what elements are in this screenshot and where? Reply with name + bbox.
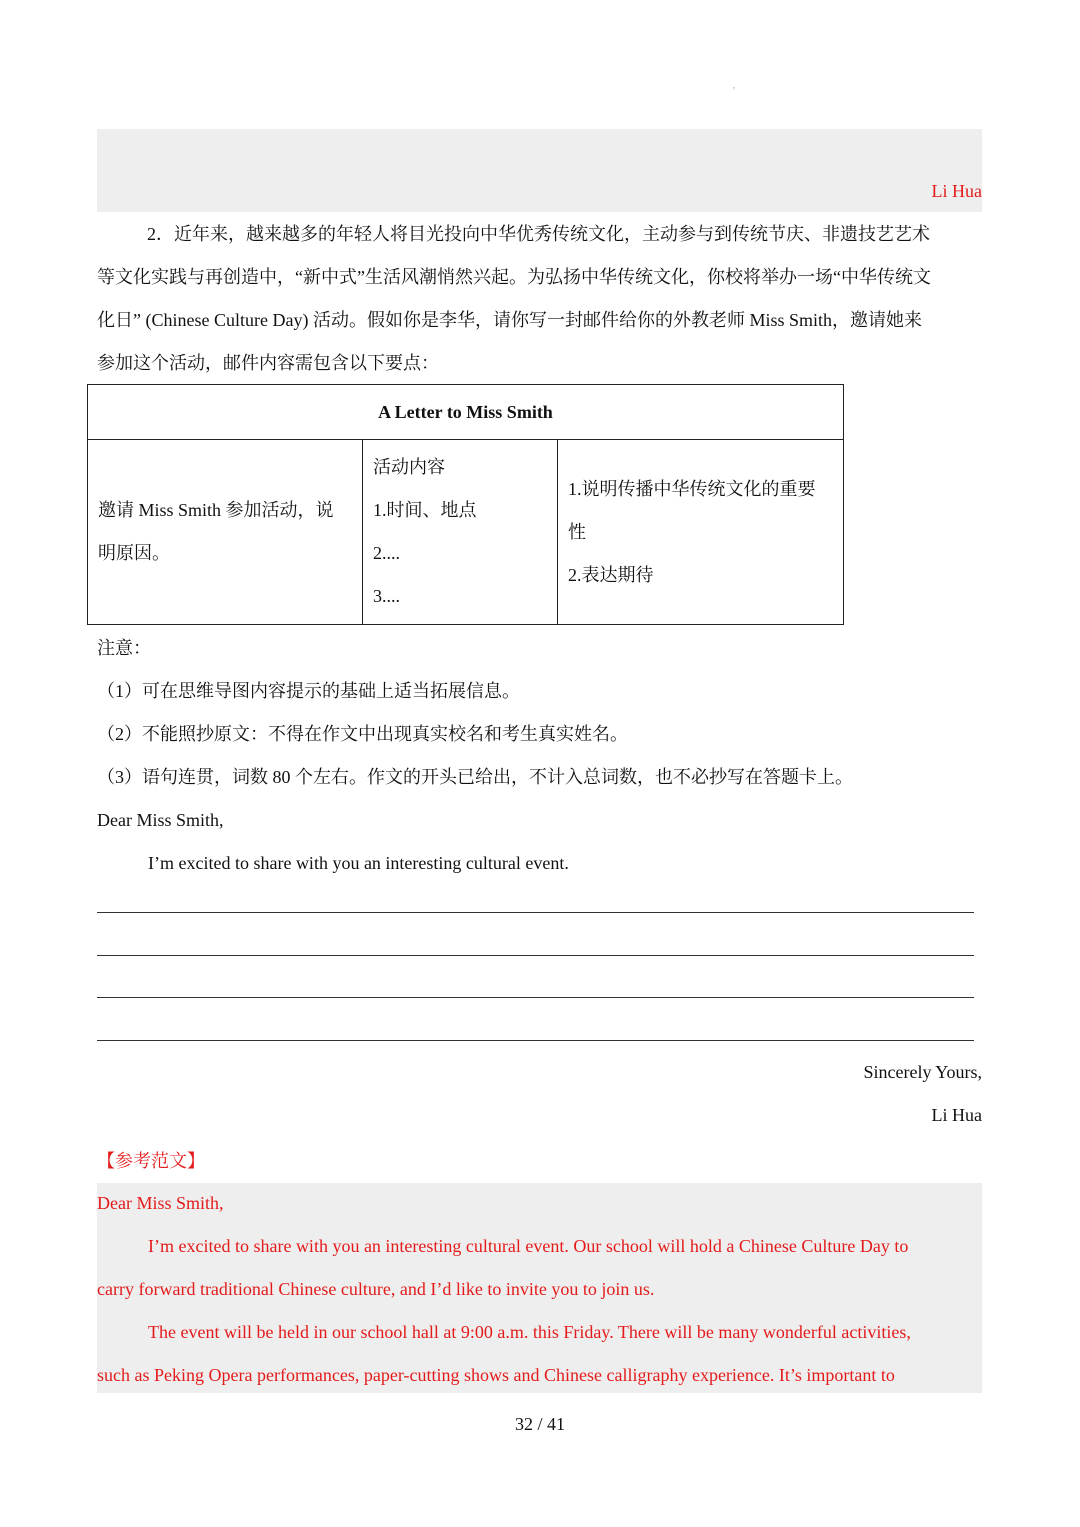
cell-line: 1.时间、地点 xyxy=(373,500,477,520)
cell-line: 3.... xyxy=(373,586,400,606)
question-line: 等文化实践与再创造中，“新中式”生活风潮悄然兴起。为弘扬中华传统文化，你校将举办一场“中华传统文 xyxy=(97,267,931,287)
note-item: （2）不能照抄原文：不得在作文中出现真实校名和考生真实姓名。 xyxy=(97,724,628,744)
table-cell-invite xyxy=(88,440,363,625)
cell-line: 2.表达期待 xyxy=(568,564,654,585)
table-cell-importance xyxy=(558,440,844,625)
reference-line: carry forward traditional Chinese culture, and I’d like to invite you to join us. xyxy=(97,1279,655,1299)
page-number: 32 / 41 xyxy=(514,1414,565,1434)
table-cell-content xyxy=(363,440,558,625)
answer-line xyxy=(97,1040,974,1041)
answer-line xyxy=(97,912,974,913)
cell-line: 性 xyxy=(568,521,586,542)
letter-closing: Sincerely Yours, xyxy=(863,1062,982,1082)
notes-section xyxy=(97,627,987,885)
header-mark: ' xyxy=(733,86,735,97)
cell-line: 2.... xyxy=(373,543,400,563)
cell-line: 邀请 Miss Smith 参加活动，说 xyxy=(98,500,334,520)
reference-text xyxy=(97,1182,987,1397)
letter-greeting: Dear Miss Smith, xyxy=(97,810,224,830)
note-item: （1）可在思维导图内容提示的基础上适当拓展信息。 xyxy=(97,681,520,701)
notes-heading: 注意： xyxy=(97,638,151,658)
answer-line xyxy=(97,955,974,956)
reference-line: such as Peking Opera performances, paper-cutting shows and Chinese calligraphy experience. It’s important to xyxy=(97,1365,895,1385)
reference-line: The event will be held in our school hall at 9:00 a.m. this Friday. There will be many wonderful activities, xyxy=(148,1322,911,1342)
note-item: （3）语句连贯，词数 80 个左右。作文的开头已给出，不计入总词数，也不必抄写在答题卡上。 xyxy=(97,767,853,787)
question-text xyxy=(97,213,987,385)
letter-signature: Li Hua xyxy=(931,1105,982,1125)
previous-signature: Li Hua xyxy=(931,181,982,201)
question-line: 参加这个活动，邮件内容需包含以下要点： xyxy=(97,353,439,373)
cell-line: 活动内容 xyxy=(373,457,445,477)
letter-opening: I’m excited to share with you an interesting cultural event. xyxy=(148,853,569,873)
previous-answer-block xyxy=(97,129,982,212)
answer-line xyxy=(97,997,974,998)
cell-line: 明原因。 xyxy=(98,543,170,563)
reference-line: I’m excited to share with you an interesting cultural event. Our school will hold a Chinese Culture Day to xyxy=(148,1236,909,1256)
table-title: A Letter to Miss Smith xyxy=(88,385,844,440)
task-table xyxy=(87,384,844,625)
question-line: 2．近年来，越来越多的年轻人将目光投向中华优秀传统文化，主动参与到传统节庆、非遗技艺艺术 xyxy=(147,224,930,244)
reference-greeting: Dear Miss Smith, xyxy=(97,1193,224,1213)
question-line: 化日” (Chinese Culture Day) 活动。假如你是李华，请你写一封邮件给你的外教老师 Miss Smith，邀请她来 xyxy=(97,310,922,330)
cell-line: 1.说明传播中华传统文化的重要 xyxy=(568,478,816,499)
reference-heading: 【参考范文】 xyxy=(97,1151,205,1171)
